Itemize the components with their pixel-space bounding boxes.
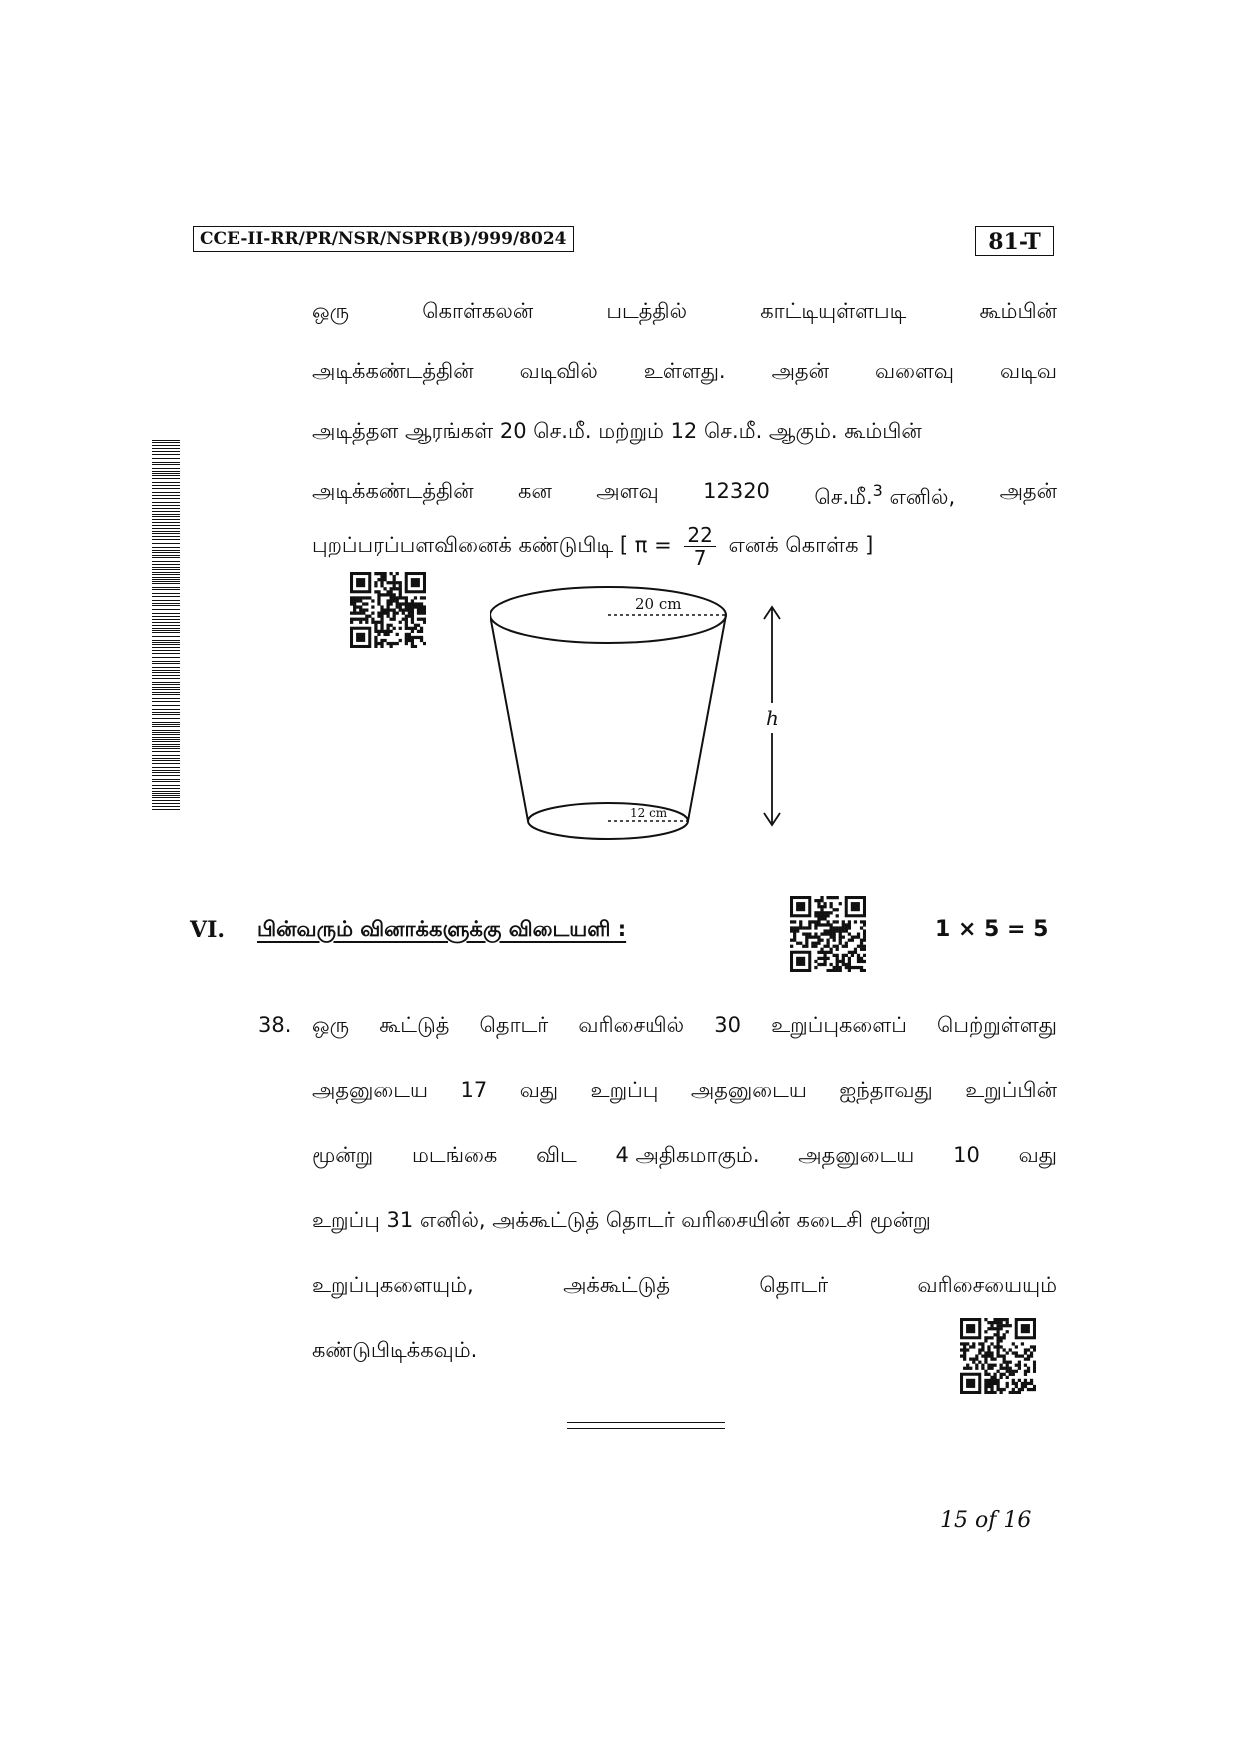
q38-line-5 bbox=[312, 1270, 1057, 1300]
word: எனில், bbox=[889, 485, 956, 509]
word: உறுப்பு bbox=[590, 1078, 659, 1102]
word: 17 bbox=[460, 1078, 488, 1102]
section-title: பின்வரும் வினாக்களுக்கு விடையளி : bbox=[257, 917, 627, 941]
word: ஒரு bbox=[312, 1013, 350, 1037]
problem-line-5 bbox=[312, 520, 873, 570]
right-side bbox=[688, 615, 726, 821]
problem-line-3: அடித்தள ஆரங்கள் 20 செ.மீ. மற்றும் 12 செ.மீ. ஆகும். கூம்பின் bbox=[312, 419, 922, 443]
unit-superscript: 3 bbox=[872, 481, 883, 500]
word: 10 bbox=[953, 1143, 980, 1167]
line5-end: எனக் கொள்க ] bbox=[728, 533, 874, 557]
word: 30 bbox=[714, 1013, 741, 1037]
word: கன bbox=[518, 479, 552, 503]
q38-line-6: கண்டுபிடிக்கவும். bbox=[312, 1338, 478, 1362]
question-number: 38. bbox=[258, 1013, 292, 1037]
word: ஐந்தாவது bbox=[839, 1078, 933, 1102]
pi-fraction bbox=[684, 524, 715, 569]
word: 12320 bbox=[703, 479, 770, 503]
word: அதனுடைய bbox=[690, 1078, 807, 1102]
word: தொடர் bbox=[479, 1013, 549, 1037]
q38-line-4: உறுப்பு 31 எனில், அக்கூட்டுத் தொடர் வரிசையின் கடைசி மூன்று bbox=[312, 1208, 931, 1232]
height-label: h bbox=[766, 706, 779, 730]
q38-line-2 bbox=[312, 1075, 1057, 1105]
word: வளைவு bbox=[874, 359, 955, 383]
pi-denominator: 7 bbox=[693, 545, 707, 570]
word: அதனுடைய bbox=[312, 1078, 428, 1102]
word: உறுப்பின் bbox=[965, 1078, 1057, 1102]
word: 4 அதிகமாகும். bbox=[615, 1143, 760, 1167]
word: அடிக்கண்டத்தின் bbox=[312, 359, 474, 383]
word: அதனுடைய bbox=[798, 1143, 915, 1167]
word: கொள்கலன் bbox=[422, 299, 534, 323]
left-side bbox=[490, 615, 528, 821]
page-number: 15 of 16 bbox=[940, 1508, 1032, 1533]
qr-code bbox=[790, 896, 866, 972]
section-marks: 1 × 5 = 5 bbox=[935, 917, 1049, 942]
word: படத்தில் bbox=[606, 299, 688, 323]
word: தொடர் bbox=[759, 1273, 829, 1297]
word: அதன் bbox=[771, 359, 829, 383]
word: அதன் bbox=[999, 479, 1057, 503]
word: கூம்பின் bbox=[979, 299, 1057, 323]
paper-code: CCE-II-RR/PR/NSR/NSPR(B)/999/8024 bbox=[193, 226, 574, 252]
word: அடிக்கண்டத்தின் bbox=[312, 479, 474, 503]
word: வடிவில் bbox=[519, 359, 598, 383]
unit: செ.மீ. bbox=[814, 485, 873, 509]
section-number: VI. bbox=[190, 917, 226, 943]
volume-unit bbox=[814, 476, 955, 512]
pi-numerator: 22 bbox=[684, 524, 715, 547]
word: உறுப்புகளையும், bbox=[312, 1273, 474, 1297]
word: அக்கூட்டுத் bbox=[563, 1273, 671, 1297]
word: வரிசையில் bbox=[578, 1013, 685, 1037]
word: உள்ளது. bbox=[643, 359, 726, 383]
paper-tag: 81-T bbox=[975, 226, 1054, 256]
end-rule bbox=[567, 1422, 725, 1429]
word: காட்டியுள்ளபடி bbox=[760, 299, 907, 323]
problem-line-1 bbox=[312, 296, 1057, 326]
word: மடங்கை bbox=[411, 1143, 498, 1167]
word: உறுப்புகளைப் bbox=[771, 1013, 907, 1037]
line5-text: புறப்பரப்பளவினைக் கண்டுபிடி [ π = bbox=[312, 533, 672, 557]
q38-line-1 bbox=[312, 1010, 1057, 1040]
word: கூட்டுத் bbox=[379, 1013, 450, 1037]
word: வது bbox=[519, 1078, 559, 1102]
word: அளவு bbox=[596, 479, 659, 503]
bottom-radius-label: 12 cm bbox=[630, 806, 668, 820]
barcode bbox=[152, 440, 180, 810]
word: வடிவ bbox=[1000, 359, 1057, 383]
word: வது bbox=[1018, 1143, 1057, 1167]
word: வரிசையையும் bbox=[917, 1273, 1057, 1297]
word: ஒரு bbox=[312, 299, 350, 323]
q38-line-3 bbox=[312, 1140, 1057, 1170]
frustum-figure bbox=[490, 585, 790, 845]
problem-line-4 bbox=[312, 476, 1057, 512]
word: மூன்று bbox=[312, 1143, 374, 1167]
word: விட bbox=[536, 1143, 577, 1167]
problem-line-2 bbox=[312, 356, 1057, 386]
word: பெற்றுள்ளது bbox=[936, 1013, 1057, 1037]
qr-code bbox=[960, 1318, 1036, 1394]
qr-code bbox=[350, 572, 426, 648]
top-radius-label: 20 cm bbox=[635, 595, 682, 613]
